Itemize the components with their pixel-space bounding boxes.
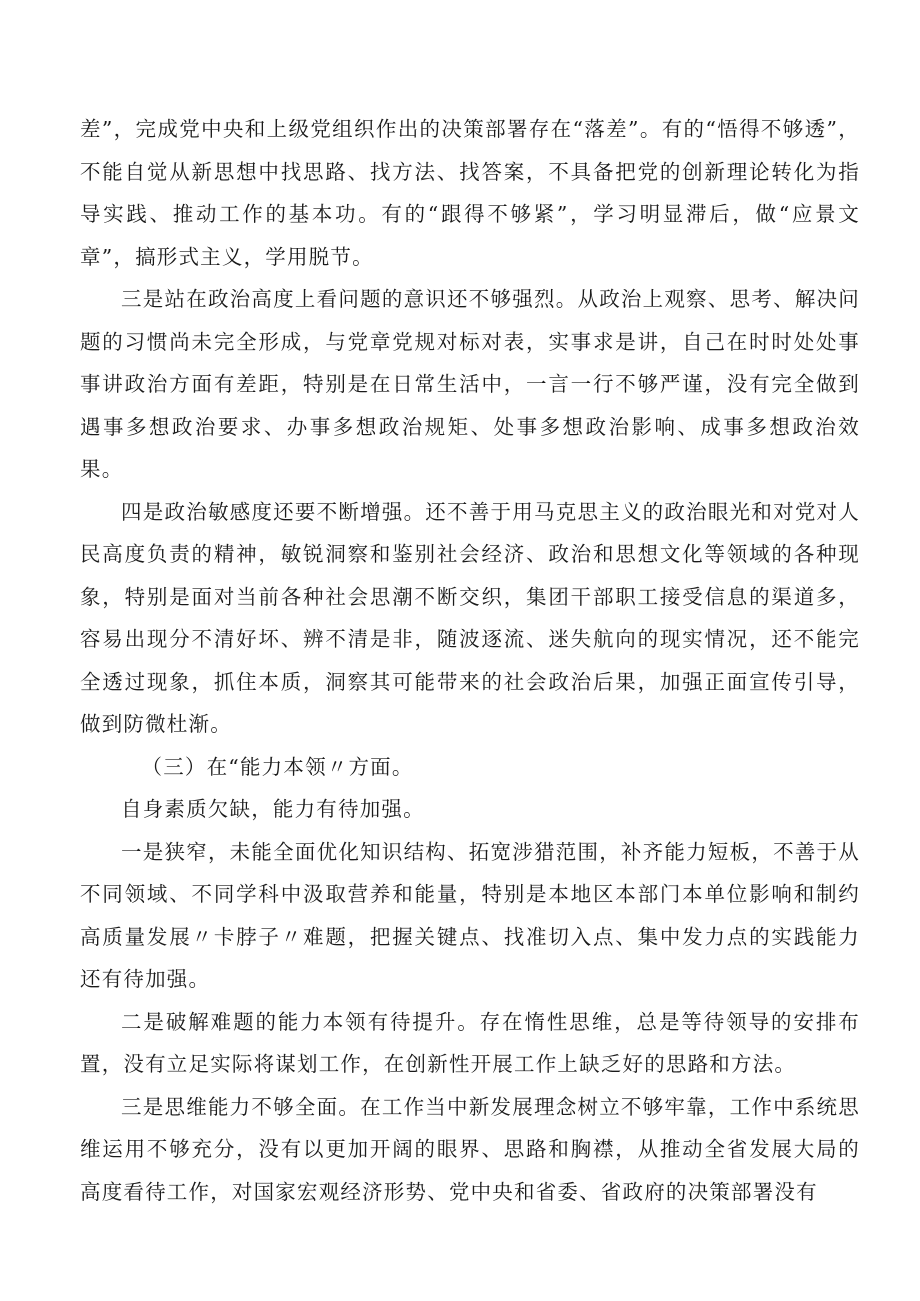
paragraph-thinking-ability: 三是思维能力不够全面。在工作当中新发展理念树立不够牢靠，工作中系统思维运用不够充分，没有以更加开阔的眼界、思路和胸襟，从推动全省发展大局的高度看待工作，对国家宏观经济形势、党中央和省委、省政府的决策部署没有	[80, 1094, 860, 1204]
paragraph-ability-summary: 自身素质欠缺，能力有待加强。	[121, 797, 425, 821]
paragraph-knowledge-narrow: 一是狭窄，未能全面优化知识结构、拓宽涉猎范围，补齐能力短板，不善于从不同领域、不同学科中汲取营养和能量，特别是本地区本部门本单位影响和制约高质量发展〃卡脖子〃难题，把握关键点、找准切入点、集中发力点的实践能力还有待加强。	[80, 839, 860, 991]
paragraph-political-sensitivity: 四是政治敏感度还要不断增强。还不善于用马克思主义的政治眼光和对党对人民高度负责的精神，敏锐洞察和鉴别社会经济、政治和思想文化等领域的各种现象，特别是面对当前各种社会思潮不断交织，集团干部职工接受信息的渠道多，容易出现分不清好坏、辨不清是非，随波逐流、迷失航向的现实情况，还不能完全透过现象，抓住本质，洞察其可能带来的社会政治后果，加强正面宣传引导，做到防微杜渐。	[80, 499, 860, 736]
paragraph-political-height: 三是站在政治高度上看问题的意识还不够强烈。从政治上观察、思考、解决问题的习惯尚未完全形成，与党章党规对标对表，实事求是讲，自己在时时处处事事讲政治方面有差距，特别是在日常生活中，一言一行不够严谨，没有完全做到遇事多想政治要求、办事多想政治规矩、处事多想政治影响、成事多想政治效果。	[80, 287, 860, 481]
paragraph-problem-solving: 二是破解难题的能力本领有待提升。存在惰性思维，总是等待领导的安排布置，没有立足实际将谋划工作，在创新性开展工作上缺乏好的思路和方法。	[80, 1009, 860, 1076]
paragraph-continuation: 差”，完成党中央和上级党组织作出的决策部署存在“落差”。有的“悟得不够透”，不能自觉从新思想中找思路、找方法、找答案，不具备把党的创新理论转化为指导实践、推动工作的基本功。有的“跟得不够紧”，学习明显滞后，做“应景文章”，搞形式主义，学用脱节。	[80, 117, 860, 269]
section-heading-ability: （三）在“能力本领〃方面。	[141, 754, 414, 779]
